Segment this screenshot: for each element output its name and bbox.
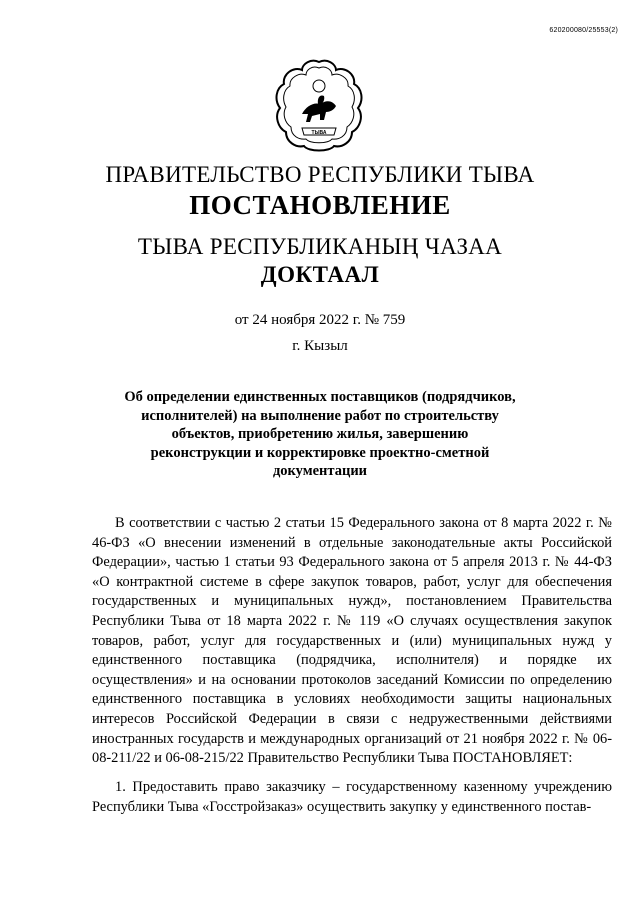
decree-city: г. Кызыл	[292, 338, 348, 354]
decree-title: ПОСТАНОВЛЕНИЕ	[189, 190, 451, 220]
preamble-paragraph: В соответствии с частью 2 статьи 15 Федерального закона от 8 марта 2022 г. № 46-ФЗ «О внесении изменений в отдельные законодательные акты Российской Федерации», частью 1 статьи 93 Федерального закона от 5 апреля 2013 г. № 44-ФЗ «О контрактной системе в сфере закупок товаров, работ, услуг для обеспечения государственных и муниципальных нужд», постановлением Правительства Республики Тыва от 18 марта 2022 г. № 119 «О случаях осуществления закупок товаров, работ, услуг для государственных и (или) муниципальных нужд у единственного поставщика (подрядчика, исполнителя) и порядке их осуществления» и на основании протоколов заседаний Комиссии по определению единственного поставщика в условиях необходимости защиты национальных интересов Российской Федерации в связи с недружественными действиями иностранных государств и международных организаций от 21 ноября 2022 г. № 06-08-211/22 и 06-08-215/22 Правительство Республики Тыва ПОСТАНОВЛЯЕТ:	[92, 515, 612, 767]
government-title-tyvan: ТЫВА РЕСПУБЛИКАНЫҢ ЧАЗАА	[137, 234, 503, 259]
decree-title-tyvan: ДОКТААЛ	[260, 262, 380, 287]
decree-subject: Об определении единственных поставщиков (подрядчиков, исполнителей) на выполнение работ по строительству объектов, приобретению жилья, завершению реконструкции и корректировке проектно-сметной документации	[124, 389, 516, 479]
tuva-coat-of-arms-emblem	[272, 56, 366, 154]
government-title: ПРАВИТЕЛЬСТВО РЕСПУБЛИКИ ТЫВА	[105, 162, 535, 187]
decree-date-number: от 24 ноября 2022 г. № 759	[234, 312, 406, 328]
clause-1-paragraph: 1. Предоставить право заказчику – государственному казенному учреждению Республики Тыва «Госстройзаказ» осуществить закупку у единственного постав-	[92, 779, 612, 815]
document-id: 620200080/25553(2)	[549, 27, 618, 34]
emblem-caption: ТЫВА	[311, 130, 327, 136]
